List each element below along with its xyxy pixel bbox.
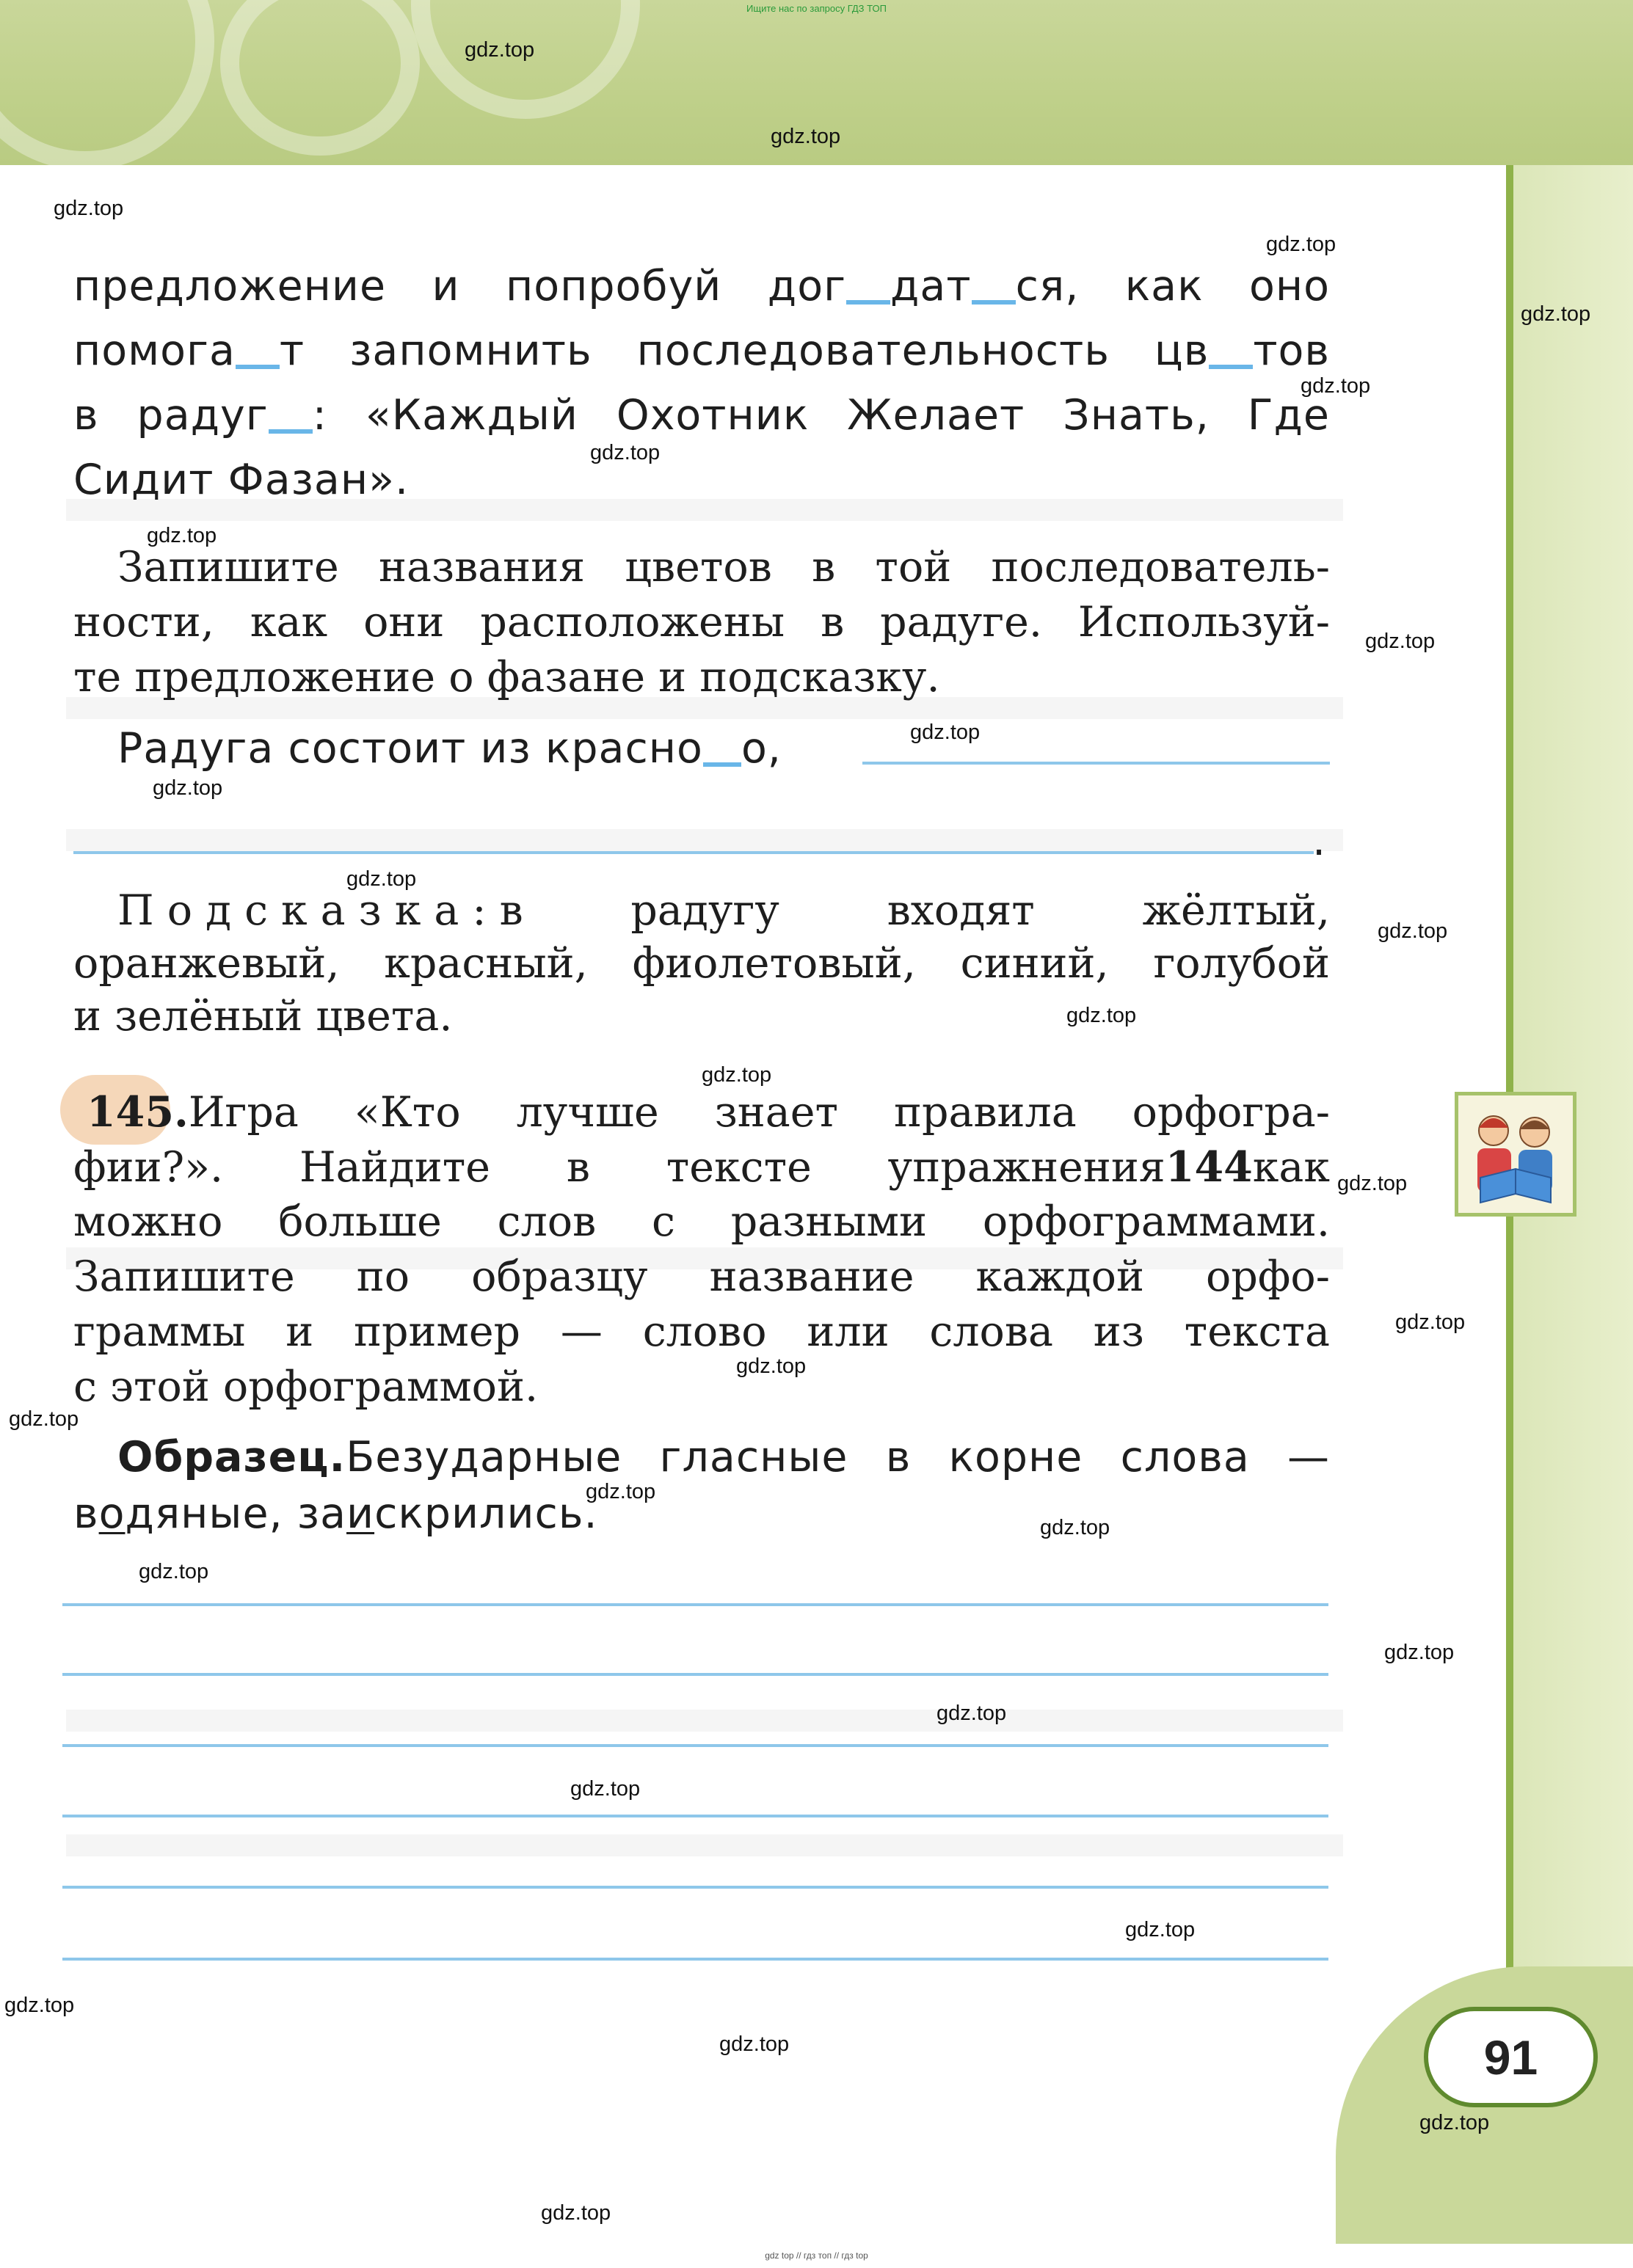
watermark[interactable]: gdz.top bbox=[1419, 2111, 1490, 2134]
watermark[interactable]: gdz.top bbox=[590, 441, 661, 464]
watermark[interactable]: gdz.top bbox=[1301, 374, 1371, 398]
watermark[interactable]: gdz.top bbox=[1378, 919, 1448, 943]
answer-line[interactable] bbox=[62, 1958, 1328, 1961]
sample-label: Образец. bbox=[117, 1433, 346, 1481]
task-line: ности, как они расположены в радуге. Используй- bbox=[73, 598, 1330, 646]
watermark[interactable]: gdz.top bbox=[1066, 1004, 1137, 1027]
answer-line[interactable] bbox=[62, 1603, 1328, 1606]
intro-line: помога т запомнить последовательность цв тов bbox=[73, 327, 1330, 375]
letter-blank bbox=[846, 300, 890, 305]
letter-blank bbox=[269, 429, 313, 434]
answer-line[interactable] bbox=[62, 1673, 1328, 1676]
hint-line: оранжевый, красный, фиолетовый, синий, голубой bbox=[73, 939, 1330, 988]
footer-notice[interactable]: gdz top // гдз топ // гдз top bbox=[765, 2250, 868, 2261]
bleed-through bbox=[66, 829, 1343, 851]
hint-line: Подсказка:в радугу входят жёлтый, bbox=[117, 886, 1330, 935]
watermark[interactable]: gdz.top bbox=[570, 1777, 641, 1801]
watermark[interactable]: gdz.top bbox=[1521, 302, 1591, 326]
letter-blank bbox=[703, 762, 741, 767]
watermark[interactable]: gdz.top bbox=[1395, 1310, 1466, 1334]
watermark[interactable]: gdz.top bbox=[1384, 1641, 1455, 1664]
intro-line: предложение и попробуй дог дат ся, как оно bbox=[73, 262, 1330, 310]
watermark[interactable]: gdz.top bbox=[465, 38, 535, 62]
bleed-through bbox=[66, 1834, 1343, 1856]
exercise-line: Запишите по образцу название каждой орфо- bbox=[73, 1252, 1330, 1301]
answer-line[interactable] bbox=[62, 1886, 1328, 1889]
watermark[interactable]: gdz.top bbox=[702, 1063, 772, 1087]
watermark[interactable]: gdz.top bbox=[1337, 1172, 1408, 1195]
watermark[interactable]: gdz.top bbox=[936, 1702, 1007, 1725]
task-line: Запишите названия цветов в той последователь- bbox=[117, 543, 1330, 591]
watermark[interactable]: gdz.top bbox=[719, 2032, 790, 2056]
answer-line[interactable] bbox=[862, 762, 1330, 765]
intro-line: Сидит Фазан». bbox=[73, 456, 410, 504]
watermark[interactable]: gdz.top bbox=[9, 1407, 79, 1431]
watermark[interactable]: gdz.top bbox=[910, 721, 981, 744]
watermark[interactable]: gdz.top bbox=[54, 197, 124, 220]
watermark[interactable]: gdz.top bbox=[147, 524, 217, 547]
watermark[interactable]: gdz.top bbox=[4, 1994, 75, 2017]
search-notice[interactable]: Ищите нас по запросу ГДЗ ТОП bbox=[746, 3, 887, 14]
exercise-line: фии?». Найдите в тексте упражнения144как bbox=[73, 1142, 1330, 1192]
watermark[interactable]: gdz.top bbox=[346, 867, 417, 891]
trailing-period: . bbox=[1312, 817, 1327, 865]
intro-line: в радуг : «Каждый Охотник Желает Знать, Где bbox=[73, 391, 1330, 440]
page-number: 91 bbox=[1424, 2007, 1598, 2107]
letter-blank bbox=[236, 365, 280, 369]
letter-blank bbox=[972, 300, 1016, 305]
exercise-line: 145.Игра «Кто лучше знает правила орфогра- bbox=[87, 1087, 1330, 1137]
answer-line[interactable] bbox=[62, 1744, 1328, 1747]
watermark[interactable]: gdz.top bbox=[1266, 233, 1336, 256]
answer-start: Радуга состоит из красно о, bbox=[117, 724, 782, 773]
pair-work-icon bbox=[1455, 1092, 1576, 1217]
decor-curl bbox=[220, 0, 420, 156]
exercise-line: граммы и пример — слово или слова из текста bbox=[73, 1308, 1330, 1356]
watermark[interactable]: gdz.top bbox=[1040, 1516, 1110, 1539]
watermark[interactable]: gdz.top bbox=[1125, 1918, 1196, 1941]
watermark[interactable]: gdz.top bbox=[771, 125, 841, 148]
watermark[interactable]: gdz.top bbox=[153, 776, 223, 800]
watermark[interactable]: gdz.top bbox=[586, 1480, 656, 1503]
hint-line: и зелёный цвета. bbox=[73, 992, 453, 1040]
decor-curl bbox=[0, 0, 214, 170]
letter-blank bbox=[1209, 365, 1253, 369]
sample-line: Образец.Безударные гласные в корне слова — bbox=[117, 1433, 1330, 1481]
watermark[interactable]: gdz.top bbox=[1365, 630, 1436, 653]
answer-line[interactable] bbox=[73, 851, 1314, 854]
exercise-number: 145. bbox=[87, 1087, 189, 1137]
watermark[interactable]: gdz.top bbox=[541, 2201, 611, 2225]
exercise-line: с этой орфограммой. bbox=[73, 1363, 539, 1411]
answer-line[interactable] bbox=[62, 1815, 1328, 1817]
watermark[interactable]: gdz.top bbox=[736, 1354, 807, 1378]
reading-children-icon bbox=[1458, 1095, 1573, 1213]
bleed-through bbox=[66, 1710, 1343, 1732]
exercise-line: можно больше слов с разными орфограммами. bbox=[73, 1197, 1330, 1246]
watermark[interactable]: gdz.top bbox=[139, 1560, 209, 1583]
sample-line: водяные, заискрились. bbox=[73, 1489, 598, 1538]
task-line: те предложение о фазане и подсказку. bbox=[73, 653, 940, 701]
